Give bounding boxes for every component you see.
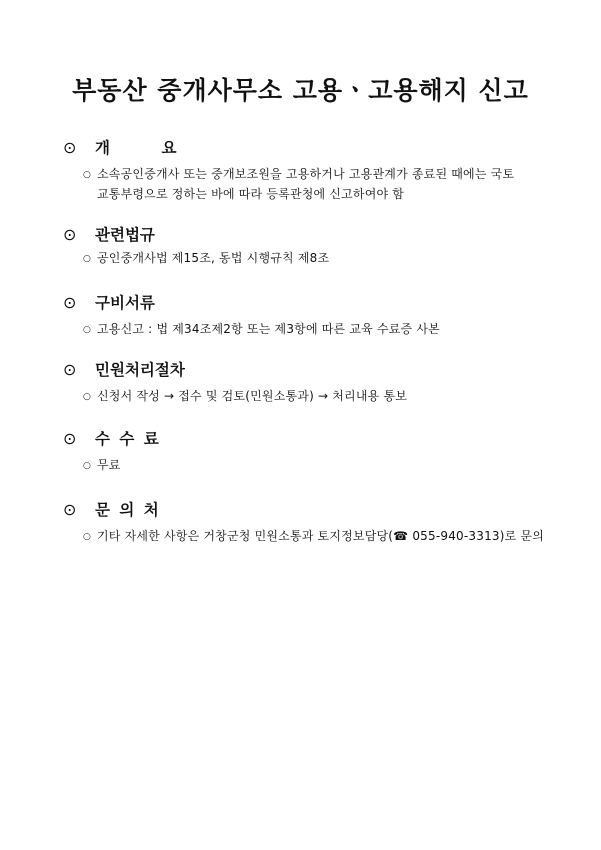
list-item-text — [97, 248, 329, 268]
document-title: 부동산 중개사무소 고용ㆍ고용해지 신고 — [72, 76, 529, 105]
list-item-text — [97, 164, 514, 204]
section-heading — [63, 292, 155, 314]
list-item-text — [97, 319, 440, 339]
list-item — [83, 319, 440, 340]
section-title: 민원처리절차 — [95, 361, 185, 379]
list-item-line: 무료 — [97, 458, 121, 472]
section-title: 개 요 — [95, 139, 183, 157]
circle-bullet-icon: ○ — [83, 170, 91, 180]
list-item — [83, 386, 407, 407]
circle-bullet-icon: ○ — [83, 392, 91, 402]
section-heading — [63, 359, 185, 381]
list-item-text — [97, 526, 544, 546]
section-title: 문 의 처 — [95, 501, 161, 519]
list-item-line: 신청서 작성 → 접수 및 검토(민원소통과) → 처리내용 통보 — [97, 389, 408, 403]
list-item-line: 고용신고 : 법 제34조제2항 또는 제3항에 따른 교육 수료증 사본 — [97, 322, 440, 336]
section-title: 구비서류 — [95, 294, 155, 312]
list-item — [83, 248, 329, 269]
circled-dot-bullet-icon: ⊙ — [63, 500, 77, 519]
circled-dot-bullet-icon: ⊙ — [63, 429, 77, 448]
section-heading — [63, 137, 183, 159]
section-heading — [63, 499, 161, 521]
list-item-line: 교통부령으로 정하는 바에 따라 등록관청에 신고하여야 함 — [97, 187, 405, 201]
section-title: 수 수 료 — [95, 430, 161, 448]
list-item-line: 기타 자세한 사항은 거창군청 민원소통과 토지정보담당(☎ 055-940-3313)로 문의 — [97, 529, 545, 543]
circled-dot-bullet-icon: ⊙ — [63, 360, 77, 379]
list-item-line: 소속공인중개사 또는 중개보조원을 고용하거나 고용관계가 종료된 때에는 국토 — [97, 167, 515, 181]
list-item-text — [97, 455, 121, 475]
circled-dot-bullet-icon: ⊙ — [63, 293, 77, 312]
circle-bullet-icon: ○ — [83, 532, 91, 542]
list-item — [83, 526, 544, 547]
section-title: 관련법규 — [95, 226, 155, 244]
circled-dot-bullet-icon: ⊙ — [63, 138, 77, 157]
list-item — [83, 455, 121, 476]
circle-bullet-icon: ○ — [83, 254, 91, 264]
circle-bullet-icon: ○ — [83, 325, 91, 335]
section-heading — [63, 428, 161, 450]
circle-bullet-icon: ○ — [83, 461, 91, 471]
list-item-line: 공인중개사법 제15조, 동법 시행규칙 제8조 — [97, 251, 330, 265]
circled-dot-bullet-icon: ⊙ — [63, 225, 77, 244]
list-item — [83, 164, 514, 204]
list-item-text — [97, 386, 407, 406]
section-heading — [63, 224, 155, 246]
